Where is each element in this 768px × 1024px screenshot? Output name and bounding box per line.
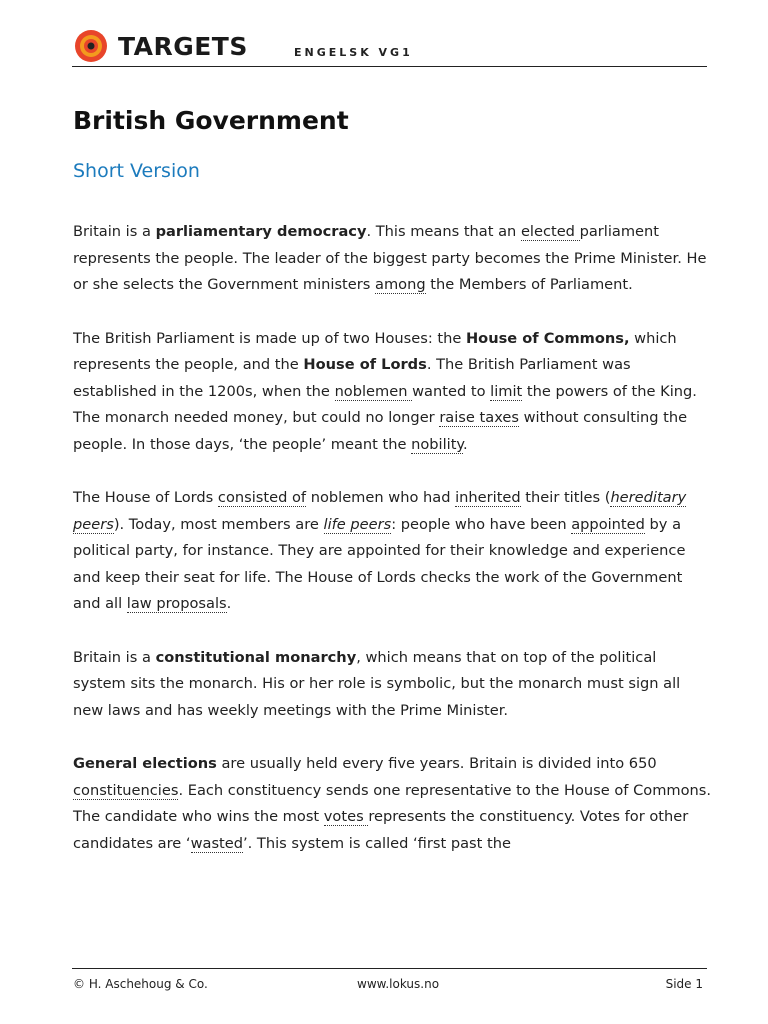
- text-run: . Each constituency sends one representative to the House of Commons. The candidate who wins the most: [73, 781, 712, 825]
- text-run: . This means that an: [366, 223, 521, 240]
- website-link[interactable]: www.lokus.no: [357, 977, 440, 991]
- paragraph: [73, 326, 713, 459]
- text-run: their titles (: [520, 489, 611, 506]
- paragraph: [73, 485, 713, 618]
- glossary-word[interactable]: elected: [520, 223, 580, 240]
- glossary-word[interactable]: votes: [323, 808, 369, 825]
- text-run: are usually held every five years. Britain is divided into 650: [216, 755, 657, 772]
- key-term: parliamentary democracy: [155, 223, 367, 240]
- paragraph: [73, 645, 713, 725]
- text-run: Britain is a: [73, 223, 156, 240]
- glossary-word[interactable]: constituencies: [73, 781, 179, 799]
- glossary-word[interactable]: among: [375, 276, 426, 293]
- glossary-word[interactable]: hereditary peers: [73, 489, 687, 533]
- text-run: parliament represents the people. The leader of the biggest party becomes the Prime Minister. He or she selects the Government ministers: [73, 223, 707, 293]
- glossary-word[interactable]: raise taxes: [439, 409, 519, 426]
- text-run: which represents the people, and the: [73, 329, 677, 373]
- text-run: ’. This system is called ‘first past the: [243, 834, 511, 852]
- page-title: British Government: [73, 106, 349, 135]
- targets-logo-icon: [74, 29, 108, 63]
- page-header: [72, 26, 707, 67]
- paragraph: [73, 219, 713, 299]
- text-run: the Members of Parliament.: [425, 276, 633, 293]
- glossary-word[interactable]: life peers: [323, 515, 392, 533]
- course-label: ENGELSK VG1: [294, 46, 413, 59]
- page-footer: [72, 968, 707, 999]
- glossary-word[interactable]: noblemen: [334, 382, 413, 400]
- glossary-word[interactable]: consisted of: [217, 489, 307, 506]
- glossary-word[interactable]: inherited: [455, 489, 521, 506]
- text-run: .: [462, 435, 468, 453]
- copyright-text: © H. Aschehoug & Co.: [73, 977, 208, 991]
- page-number: Side 1: [665, 977, 703, 991]
- text-run: without consulting the people. In those days, ‘the people’ meant the: [73, 409, 688, 453]
- key-term: General elections: [73, 755, 217, 772]
- glossary-word[interactable]: nobility: [411, 435, 463, 453]
- paragraph: [73, 751, 713, 857]
- text-run: , which means that on top of the political system sits the monarch. His or her role is symbolic, but the monarch must sign all new laws and has weekly meetings with the Prime Minister.: [73, 648, 681, 719]
- page-subtitle: Short Version: [73, 160, 200, 182]
- text-run: .: [226, 595, 232, 612]
- glossary-word[interactable]: limit: [490, 382, 523, 400]
- glossary-word[interactable]: appointed: [571, 515, 645, 533]
- text-run: noblemen who had: [306, 489, 456, 506]
- text-run: The British Parliament is made up of two Houses: the: [73, 329, 466, 347]
- text-run: ). Today, most members are: [113, 515, 324, 533]
- text-run: the powers of the King. The monarch needed money, but could no longer: [73, 382, 697, 426]
- text-run: wanted to: [412, 382, 491, 400]
- text-run: by a political party, for instance. They are appointed for their knowledge and experience and keep their seat for life. The House of Lords checks the work of the Government and all: [73, 515, 686, 612]
- brand-name: TARGETS: [118, 32, 248, 61]
- text-run: : people who have been: [391, 515, 572, 533]
- text-run: Britain is a: [73, 648, 156, 666]
- key-term: House of Commons,: [465, 329, 630, 347]
- text-run: . The British Parliament was established in the 1200s, when the: [73, 356, 631, 400]
- text-run: The House of Lords: [73, 489, 218, 506]
- key-term: constitutional monarchy: [155, 648, 357, 666]
- text-run: represents the constituency. Votes for other candidates are ‘: [73, 808, 689, 852]
- body-text: [73, 219, 713, 884]
- glossary-word[interactable]: wasted: [190, 834, 244, 852]
- key-term: House of Lords: [303, 356, 427, 373]
- glossary-word[interactable]: law proposals: [126, 595, 227, 612]
